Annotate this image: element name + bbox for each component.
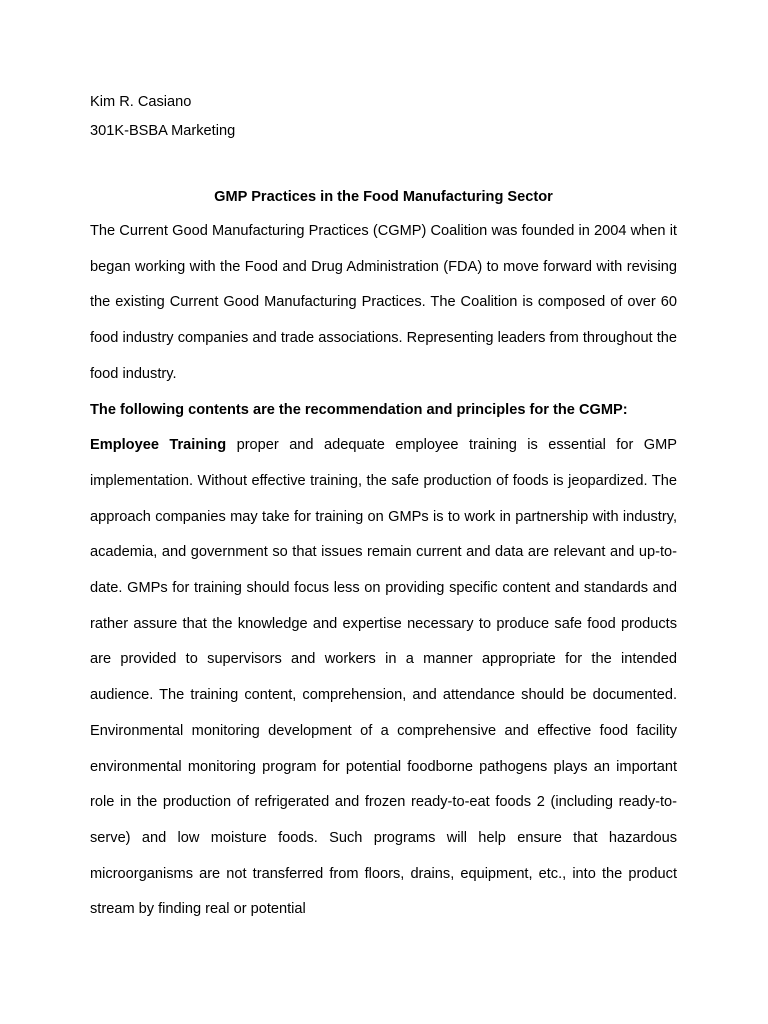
employee-training-text: proper and adequate employee training is essential for GMP implementation. Without effective training, the safe production of foods is jeopardized. The approach companies may take for training on GMPs is to work in partnership with industry, academia, and government so that issues remain current and data are relevant and up-to-date. GMPs for training should focus less on providing specific content and standards and rather assure that the knowledge and expertise necessary to produce safe food products are provided to supervisors and workers in a manner appropriate for the intended audience. The training content, comprehension, and attendance should be documented. Environmental monitoring development of a comprehensive and effective food facility environmental monitoring program for potential foodborne pathogens plays an important role in the production of refrigerated and frozen ready-to-eat foods 2 (including ready-to-serve) and low moisture foods. Such programs will help ensure that hazardous microorganisms are not transferred from floors, drains, equipment, etc., into the product stream by finding real or potential — [90, 437, 677, 918]
document-title: GMP Practices in the Food Manufacturing Sector — [214, 189, 553, 205]
employee-training-paragraph — [90, 428, 677, 928]
recommendations-heading: The following contents are the recommendation and principles for the CGMP: — [90, 401, 628, 418]
class-section: 301K-BSBA Marketing — [90, 123, 236, 139]
author-name: Kim R. Casiano — [90, 94, 192, 110]
document-page — [90, 88, 677, 928]
employee-training-label: Employee Training — [90, 437, 227, 454]
intro-paragraph: The Current Good Manufacturing Practices (CGMP) Coalition was founded in 2004 when it began working with the Food and Drug Administration (FDA) to move forward with revising the existing Current Good Manufacturing Practices. The Coalition is composed of over 60 food industry companies and trade associations. Representing leaders from throughout the food industry. — [90, 223, 677, 382]
